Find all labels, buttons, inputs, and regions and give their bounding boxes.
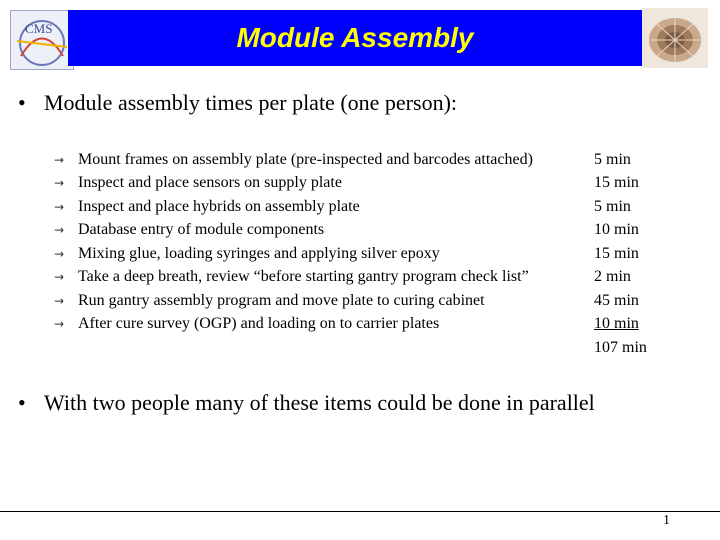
- arrow-icon: →: [54, 317, 65, 332]
- list-item: [54, 313, 674, 337]
- step-time: 5 min: [594, 197, 631, 215]
- arrow-icon: →: [54, 293, 65, 308]
- list-item: [54, 148, 674, 172]
- footer-divider: [0, 511, 720, 512]
- total-row: [54, 336, 674, 360]
- bullet-parallel: [18, 390, 595, 416]
- step-text: Inspect and place hybrids on assembly plate: [78, 197, 360, 215]
- arrow-icon: →: [54, 246, 65, 261]
- slide-title: Module Assembly: [236, 22, 474, 53]
- total-time: 107 min: [594, 338, 647, 356]
- arrow-icon: →: [54, 199, 65, 214]
- page-number: 1: [663, 513, 670, 528]
- list-item: [54, 289, 674, 313]
- step-text: Take a deep breath, review “before starting gantry program check list”: [78, 268, 529, 286]
- step-time: 5 min: [594, 150, 631, 168]
- list-item: [54, 172, 674, 196]
- bullet-dot: •: [18, 90, 26, 115]
- detector-image: [642, 8, 708, 68]
- step-time: 10 min: [594, 221, 639, 239]
- svg-text:CMS: CMS: [25, 21, 53, 36]
- arrow-icon: →: [54, 176, 65, 191]
- step-time: 15 min: [594, 244, 639, 262]
- cms-logo: [10, 10, 74, 70]
- bullet-text: With two people many of these items could be done in parallel: [44, 390, 595, 415]
- step-time: 45 min: [594, 291, 639, 309]
- title-bar: [68, 10, 642, 66]
- step-time: 2 min: [594, 268, 631, 286]
- step-text: Mixing glue, loading syringes and applying silver epoxy: [78, 244, 440, 262]
- arrow-icon: →: [54, 270, 65, 285]
- arrow-icon: →: [54, 152, 65, 167]
- list-item: [54, 266, 674, 290]
- arrow-icon: →: [54, 223, 65, 238]
- bullet-text: Module assembly times per plate (one person):: [44, 90, 458, 115]
- slide-header: [8, 8, 712, 70]
- list-item: [54, 242, 674, 266]
- step-text: Database entry of module components: [78, 221, 325, 239]
- list-item: [54, 195, 674, 219]
- bullet-dot: •: [18, 390, 26, 415]
- step-text: Mount frames on assembly plate (pre-inspected and barcodes attached): [78, 150, 533, 168]
- bullet-assembly-times: [18, 90, 457, 116]
- step-text: Run gantry assembly program and move plate to curing cabinet: [78, 291, 485, 309]
- assembly-steps-list: [54, 148, 674, 360]
- step-time: 10 min: [594, 315, 639, 333]
- step-text: Inspect and place sensors on supply plate: [78, 174, 342, 192]
- list-item: [54, 219, 674, 243]
- step-text: After cure survey (OGP) and loading on to carrier plates: [78, 315, 440, 333]
- step-time: 15 min: [594, 174, 639, 192]
